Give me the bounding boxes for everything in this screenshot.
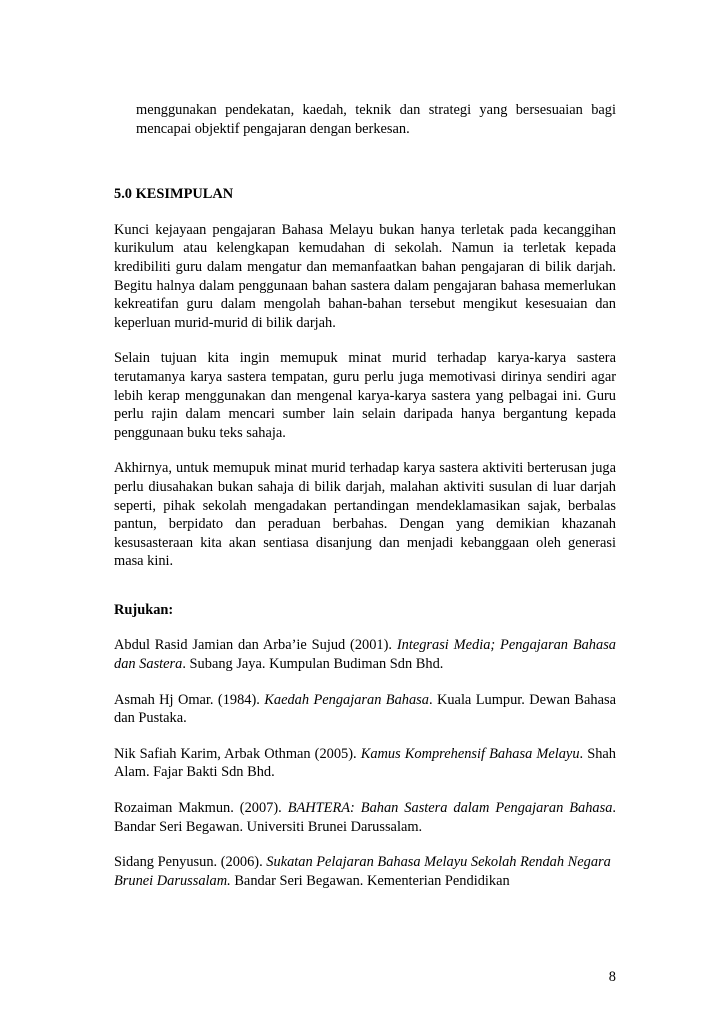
reference-authors: Abdul Rasid Jamian dan Arba’ie Sujud (2001). bbox=[114, 637, 397, 654]
reference-publisher: . Kuala Lumpur. Dewan Bahasa dan Pustaka. bbox=[114, 691, 616, 727]
reference-title: Kaedah Pengajaran Bahasa bbox=[264, 691, 429, 708]
reference-title: BAHTERA: Bahan Sastera dalam Pengajaran Bahasa bbox=[287, 800, 613, 817]
reference-authors: Nik Safiah Karim, Arbak Othman (2005). bbox=[114, 745, 361, 762]
reference-authors: Rozaiman Makmun. (2007). bbox=[114, 800, 288, 817]
page-number: 8 bbox=[608, 969, 616, 985]
reference-title: Integrasi Media; Pengajaran Bahasa dan Sastera bbox=[114, 637, 616, 673]
references-heading: Rujukan: bbox=[114, 601, 174, 618]
conclusion-paragraph-2: Selain tujuan kita ingin memupuk minat murid terhadap karya-karya sastera terutamanya karya sastera tempatan, guru perlu juga memotivasi dirinya sendiri agar lebih kerap menggunakan dan mengenal karya-karya sastera yang pelbagai ini. Guru perlu rajin dalam mencari sumber lain selain daripada hanya bergantung kepada penggunaan buku teks sahaja. bbox=[114, 350, 616, 441]
reference-item bbox=[114, 799, 616, 836]
conclusion-paragraph-1: Kunci kejayaan pengajaran Bahasa Melayu bukan hanya terletak pada kecanggihan kurikulum atau kelengkapan kemudahan di sekolah. Namun ia terletak kepada kredibiliti guru dalam mengatur dan memanfaatkan bahan pengajaran di bilik darjah. Begitu halnya dalam penggunaan bahan sastera dalam pengajaran bahasa memerlukan kekreatifan guru dalam mengolah bahan-bahan tersebut mengikut kesesuaian dan keperluan murid-murid di bilik darjah. bbox=[114, 221, 616, 331]
reference-item bbox=[114, 691, 616, 728]
reference-publisher: Bandar Seri Begawan. Kementerian Pendidikan bbox=[230, 872, 510, 889]
reference-publisher: . Shah Alam. Fajar Bakti Sdn Bhd. bbox=[114, 745, 616, 781]
conclusion-paragraph-3: Akhirnya, untuk memupuk minat murid terhadap karya sastera aktiviti berterusan juga perlu diusahakan bukan sahaja di bilik darjah, malahan aktiviti susulan di luar darjah seperti, pihak sekolah mengadakan pertandingan mendeklamasikan sajak, berbalas pantun, berpidato dan peraduan berbahas. Dengan yang demikian khazanah kesusasteraan kita akan sentiasa disanjung dan menjadi kebanggaan oleh generasi masa kini. bbox=[114, 460, 616, 570]
reference-title: Sukatan Pelajaran Bahasa Melayu Sekolah Rendah Negara Brunei Darussalam. bbox=[114, 854, 611, 889]
reference-item bbox=[114, 636, 616, 673]
page-content bbox=[114, 101, 616, 890]
reference-authors: Sidang Penyusun. (2006). bbox=[114, 854, 267, 871]
reference-publisher: . Subang Jaya. Kumpulan Budiman Sdn Bhd. bbox=[182, 656, 444, 673]
conclusion-heading: 5.0 KESIMPULAN bbox=[114, 186, 234, 203]
reference-item bbox=[114, 853, 616, 890]
reference-item bbox=[114, 745, 616, 782]
reference-publisher: . Bandar Seri Begawan. Universiti Brunei Darussalam. bbox=[114, 800, 616, 835]
continuation-paragraph: menggunakan pendekatan, kaedah, teknik dan strategi yang bersesuaian bagi mencapai objektif pengajaran dengan berkesan. bbox=[136, 102, 616, 137]
reference-title: Kamus Komprehensif Bahasa Melayu bbox=[360, 745, 580, 762]
reference-authors: Asmah Hj Omar. (1984). bbox=[114, 691, 265, 708]
